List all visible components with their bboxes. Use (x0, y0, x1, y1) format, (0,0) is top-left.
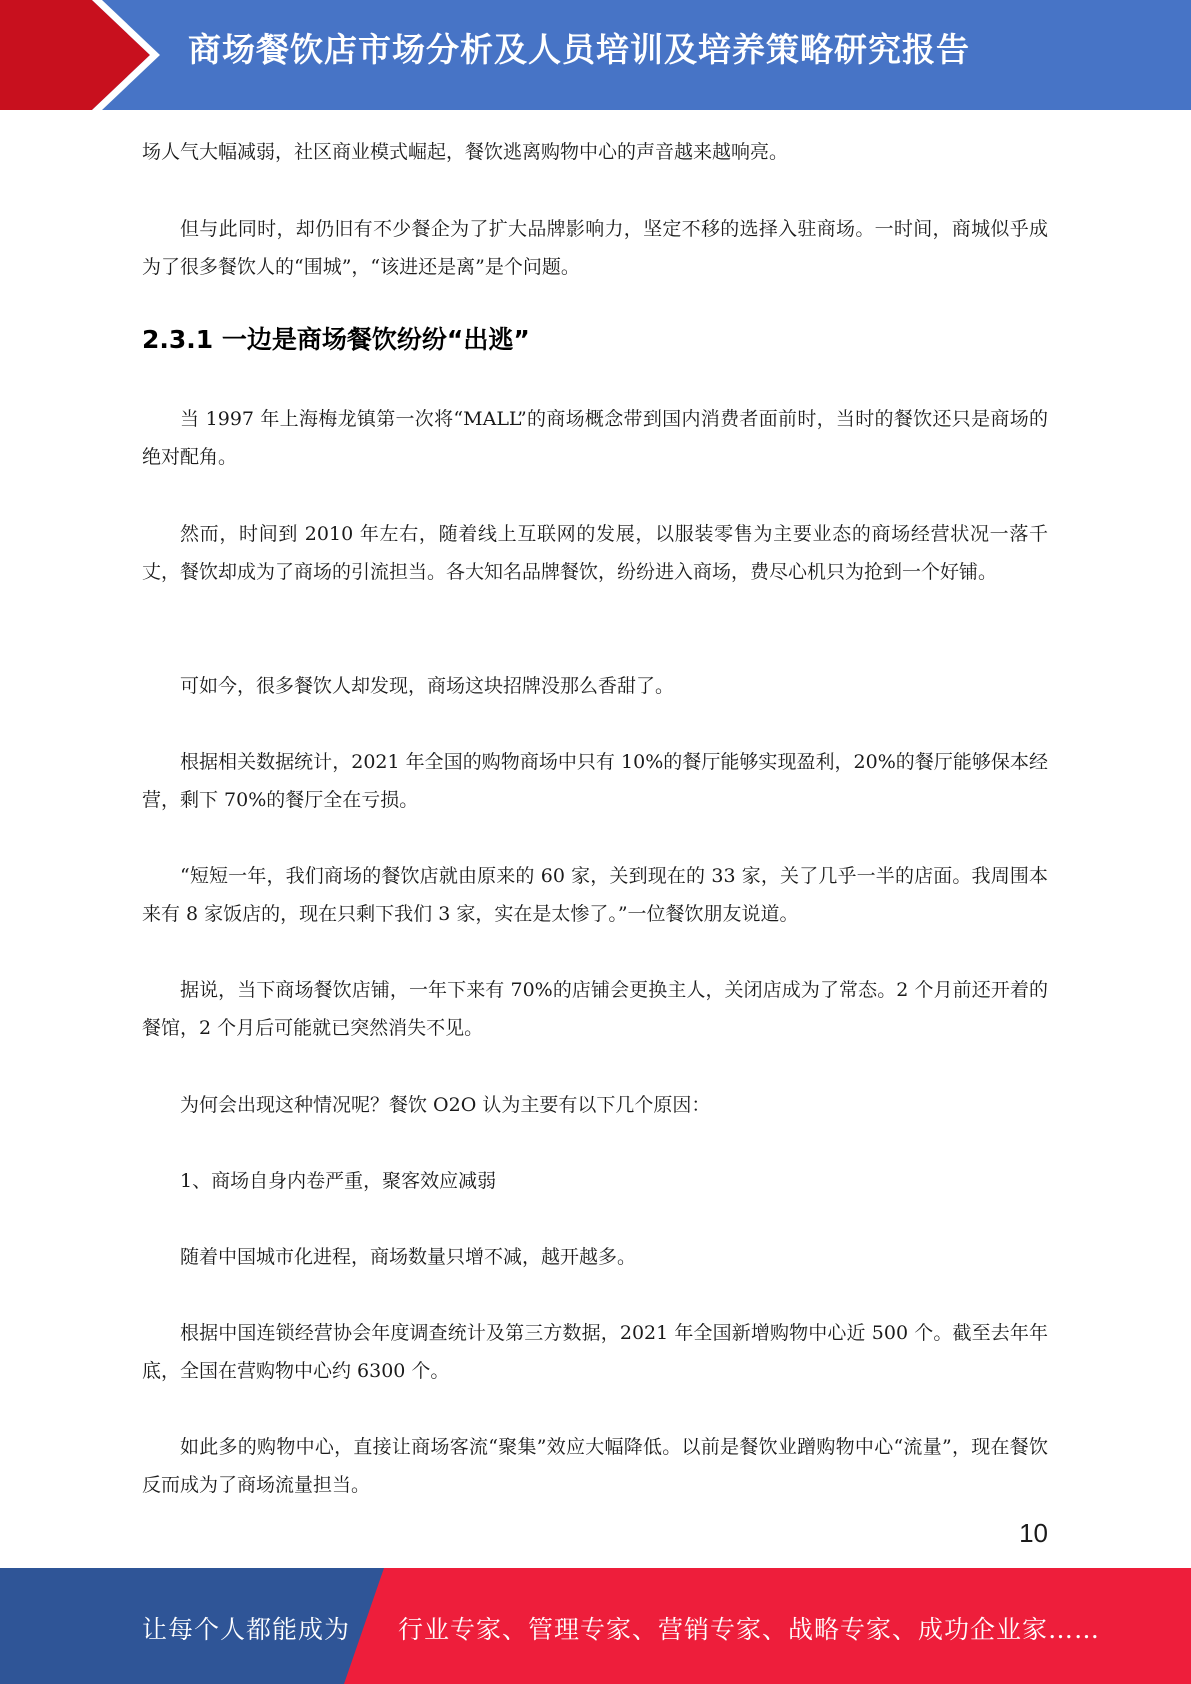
paragraph: 随着中国城市化进程，商场数量只增不减，越开越多。 (180, 1246, 637, 1268)
paragraph: 据说，当下商场餐饮店铺，一年下来有 70%的店铺会更换主人，关闭店成为了常态。2 个月前还开着的餐馆，2 个月后可能就已突然消失不见。 (142, 979, 1048, 1039)
paragraph: “短短一年，我们商场的餐饮店就由原来的 60 家，关到现在的 33 家，关了几乎一半的店面。我周围本来有 8 家饭店的，现在只剩下我们 3 家，实在是太惨了。”一位餐饮朋友说道。 (142, 865, 1048, 925)
footer-slogan-right: 行业专家、管理专家、营销专家、战略专家、成功企业家…… (398, 1615, 1101, 1644)
paragraph: 但与此同时，却仍旧有不少餐企为了扩大品牌影响力，坚定不移的选择入驻商场。一时间，商城似乎成为了很多餐饮人的“围城”，“该进还是离”是个问题。 (142, 218, 1048, 278)
paragraph: 然而，时间到 2010 年左右，随着线上互联网的发展，以服装零售为主要业态的商场经营状况一落千丈，餐饮却成为了商场的引流担当。各大知名品牌餐饮，纷纷进入商场，费尽心机只为抢到一个好铺。 (142, 523, 1048, 583)
paragraph: 场人气大幅减弱，社区商业模式崛起，餐饮逃离购物中心的声音越来越响亮。 (142, 141, 789, 163)
footer-slogan-left: 让每个人都能成为 (142, 1615, 351, 1644)
paragraph: 如此多的购物中心，直接让商场客流“聚集”效应大幅降低。以前是餐饮业蹭购物中心“流量”，现在餐饮反而成为了商场流量担当。 (142, 1436, 1048, 1496)
report-title: 商场餐饮店市场分析及人员培训及培养策略研究报告 (188, 30, 970, 69)
paragraph: 当 1997 年上海梅龙镇第一次将“MALL”的商场概念带到国内消费者面前时，当时的餐饮还只是商场的绝对配角。 (142, 408, 1048, 468)
header-banner (0, 0, 1191, 110)
list-heading: 1、商场自身内卷严重，聚客效应减弱 (180, 1170, 497, 1192)
section-heading: 2.3.1 一边是商场餐饮纷纷“出逃” (142, 325, 530, 354)
paragraph: 可如今，很多餐饮人却发现，商场这块招牌没那么香甜了。 (180, 675, 675, 697)
paragraph: 根据相关数据统计，2021 年全国的购物商场中只有 10%的餐厅能够实现盈利，20%的餐厅能够保本经营，剩下 70%的餐厅全在亏损。 (142, 751, 1048, 811)
red-chevron-decoration (0, 0, 160, 110)
paragraph: 为何会出现这种情况呢？餐饮 O2O 认为主要有以下几个原因： (180, 1094, 711, 1116)
page-number: 10 (1019, 1518, 1048, 1548)
footer-banner (0, 1568, 1191, 1684)
paragraph: 根据中国连锁经营协会年度调查统计及第三方数据，2021 年全国新增购物中心近 500 个。截至去年年底，全国在营购物中心约 6300 个。 (142, 1322, 1048, 1382)
